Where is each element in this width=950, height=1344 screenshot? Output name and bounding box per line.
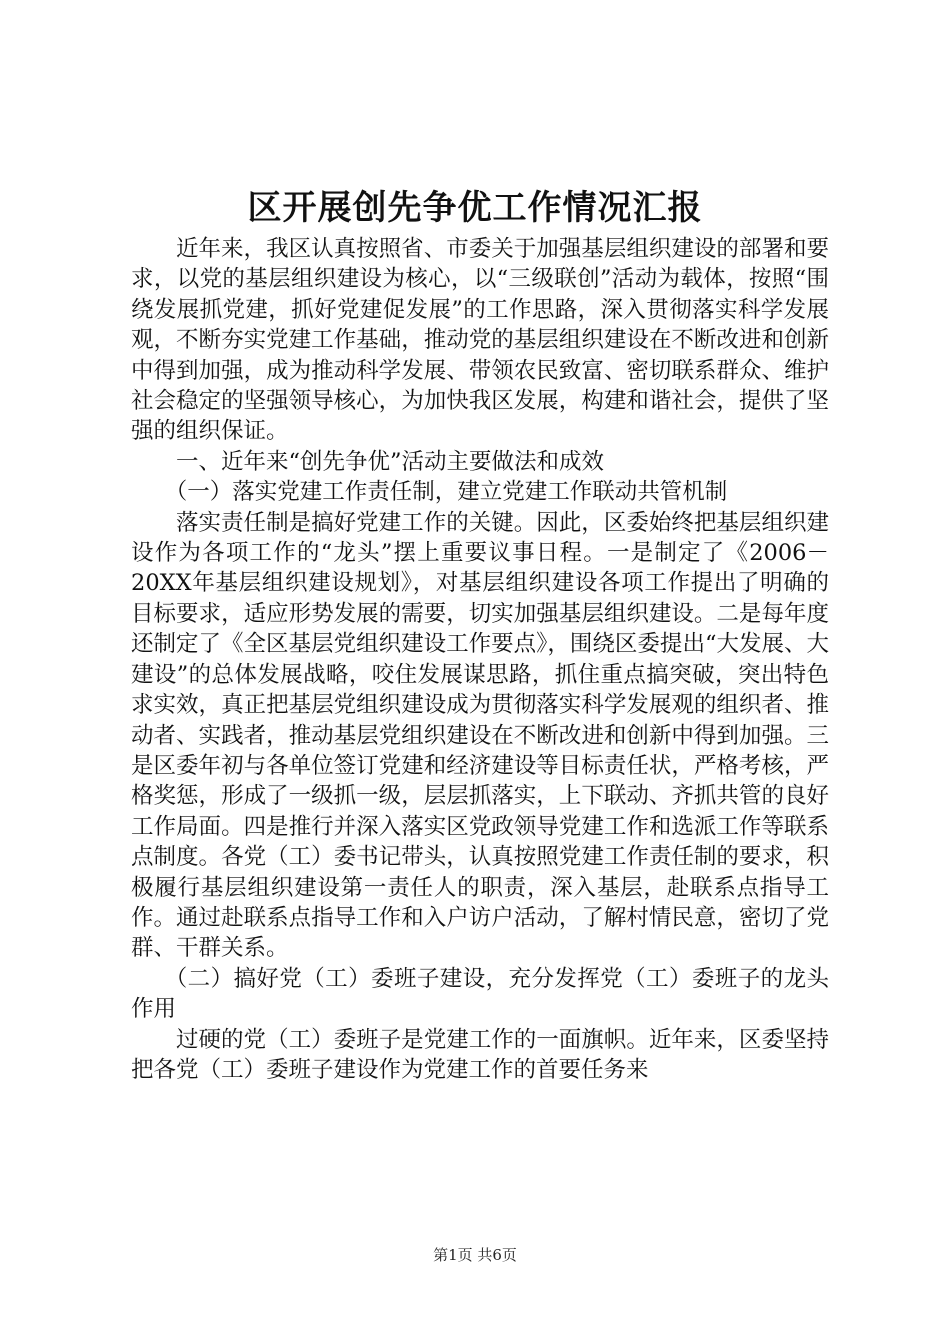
intro-paragraph: 近年来，我区认真按照省、市委关于加强基层组织建设的部署和要求，以党的基层组织建设为核心，以“三级联创”活动为载体，按照“围绕发展抓党建，抓好党建促发展”的工作思路，深入贯彻落实科学发展观，不断夯实党建工作基础，推动党的基层组织建设在不断改进和创新中得到加强，成为推动科学发展、带领农民致富、密切联系群众、维护社会稳定的坚强领导核心，为加快我区发展，构建和谐社会，提供了坚强的组织保证。 [131,236,829,445]
subsection-heading-1: （一）落实党建工作责任制，建立党建工作联动共管机制 [164,479,728,506]
page-footer: 第1页 共6页 [433,1246,517,1264]
document-title: 区开展创先争优工作情况汇报 [247,188,703,228]
body-paragraph-1: 落实责任制是搞好党建工作的关键。因此，区委始终把基层组织建设作为各项工作的“龙头”摆上重要议事日程。一是制定了《2006－20XX年基层组织建设规划》，对基层组织建设各项工作提出了明确的目标要求，适应形势发展的需要，切实加强基层组织建设。二是每年度还制定了《全区基层党组织建设工作要点》，围绕区委提出“大发展、大建设”的总体发展战略，咬住发展谋思路，抓住重点搞突破，突出特色求实效，真正把基层党组织建设成为贯彻落实科学发展观的组织者、推动者、实践者，推动基层党组织建设在不断改进和创新中得到加强。三是区委年初与各单位签订党建和经济建设等目标责任状，严格考核，严格奖惩，形成了一级抓一级，层层抓落实，上下联动、齐抓共管的良好工作局面。四是推行并深入落实区党政领导党建工作和选派工作等联系点制度。各党（工）委书记带头，认真按照党建工作责任制的要求，积极履行基层组织建设第一责任人的职责，深入基层，赴联系点指导工作。通过赴联系点指导工作和入户访户活动，了解村情民意，密切了党群、干群关系。 [131,509,829,962]
subsection-heading-2: （二）搞好党（工）委班子建设，充分发挥党（工）委班子的龙头作用 [131,965,829,1023]
section-heading-1: 一、近年来“创先争优”活动主要做法和成效 [176,448,605,475]
document-body [131,234,829,1085]
body-paragraph-2: 过硬的党（工）委班子是党建工作的一面旗帜。近年来，区委坚持把各党（工）委班子建设作为党建工作的首要任务来 [131,1026,829,1083]
